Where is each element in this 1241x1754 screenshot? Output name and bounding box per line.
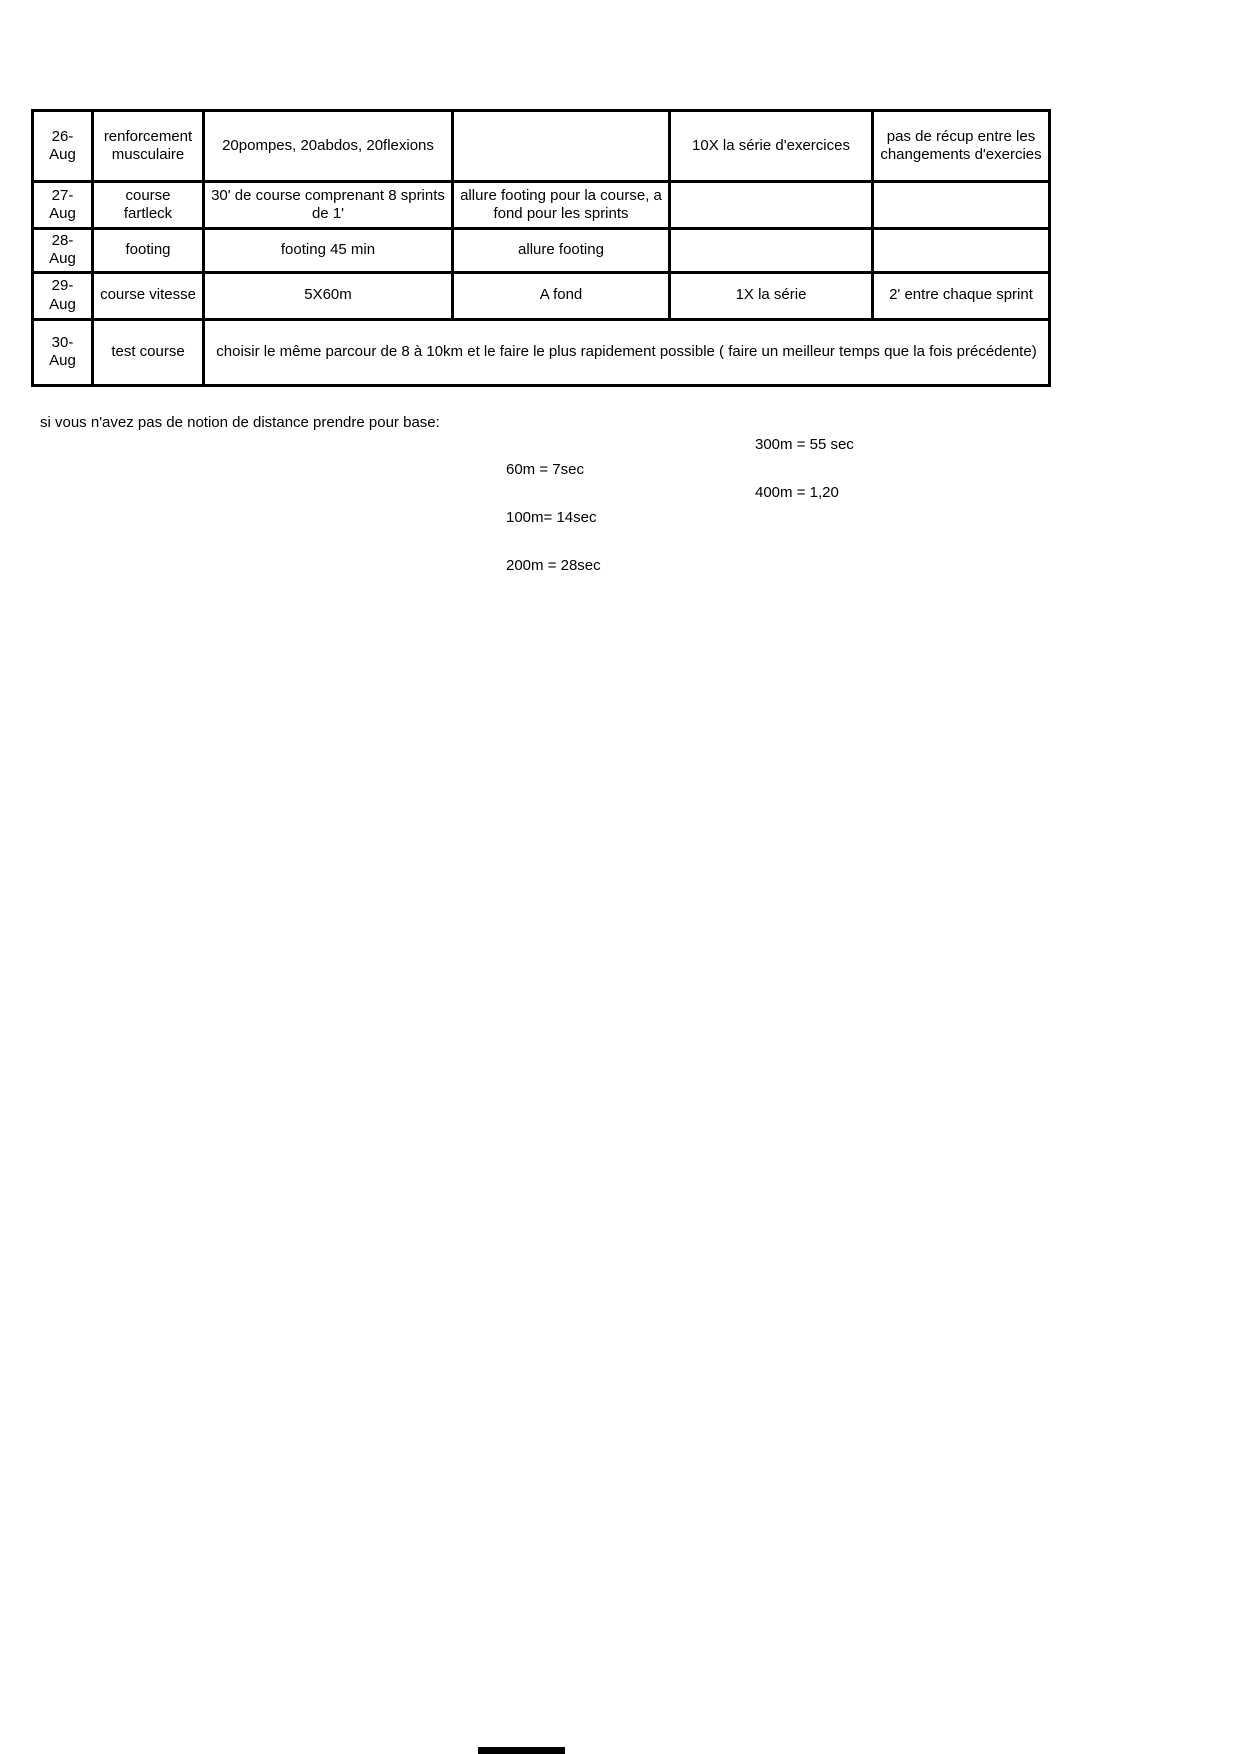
activity-cell: course fartleck xyxy=(93,182,204,229)
time-200m: 200m = 28sec xyxy=(506,557,601,574)
table-row xyxy=(33,319,1050,385)
series-cell: 10X la série d'exercices xyxy=(670,111,873,182)
pace-cell: allure footing pour la course, a fond pour les sprints xyxy=(453,182,670,229)
series-cell xyxy=(670,182,873,229)
next-page-edge xyxy=(478,1747,565,1754)
table-row xyxy=(33,229,1050,273)
table-row xyxy=(33,272,1050,319)
table-row xyxy=(33,182,1050,229)
base-note: si vous n'avez pas de notion de distance prendre pour base: xyxy=(40,414,440,431)
pace-cell: A fond xyxy=(453,272,670,319)
activity-cell: footing xyxy=(93,229,204,273)
time-300m: 300m = 55 sec xyxy=(755,436,854,453)
reference-times-short xyxy=(506,430,601,606)
merged-instruction-cell: choisir le même parcour de 8 à 10km et le faire le plus rapidement possible ( faire un meilleur temps que la fois précédente) xyxy=(204,319,1050,385)
series-cell xyxy=(670,229,873,273)
time-60m: 60m = 7sec xyxy=(506,461,584,478)
activity-cell: renforcement musculaire xyxy=(93,111,204,182)
recovery-cell: pas de récup entre les changements d'exercies xyxy=(873,111,1050,182)
activity-cell: test course xyxy=(93,319,204,385)
date-cell: 28-Aug xyxy=(33,229,93,273)
activity-cell: course vitesse xyxy=(93,272,204,319)
date-cell: 29-Aug xyxy=(33,272,93,319)
content-cell: 20pompes, 20abdos, 20flexions xyxy=(204,111,453,182)
time-400m: 400m = 1,20 xyxy=(755,484,839,501)
pace-cell xyxy=(453,111,670,182)
time-100m: 100m= 14sec xyxy=(506,509,597,526)
date-cell: 30-Aug xyxy=(33,319,93,385)
content-cell: footing 45 min xyxy=(204,229,453,273)
recovery-cell xyxy=(873,229,1050,273)
reference-times-long xyxy=(755,405,854,533)
pace-cell: allure footing xyxy=(453,229,670,273)
table-row xyxy=(33,111,1050,182)
date-cell: 26-Aug xyxy=(33,111,93,182)
recovery-cell: 2' entre chaque sprint xyxy=(873,272,1050,319)
series-cell: 1X la série xyxy=(670,272,873,319)
recovery-cell xyxy=(873,182,1050,229)
training-schedule-table xyxy=(31,109,1051,387)
content-cell: 30' de course comprenant 8 sprints de 1' xyxy=(204,182,453,229)
content-cell: 5X60m xyxy=(204,272,453,319)
date-cell: 27-Aug xyxy=(33,182,93,229)
